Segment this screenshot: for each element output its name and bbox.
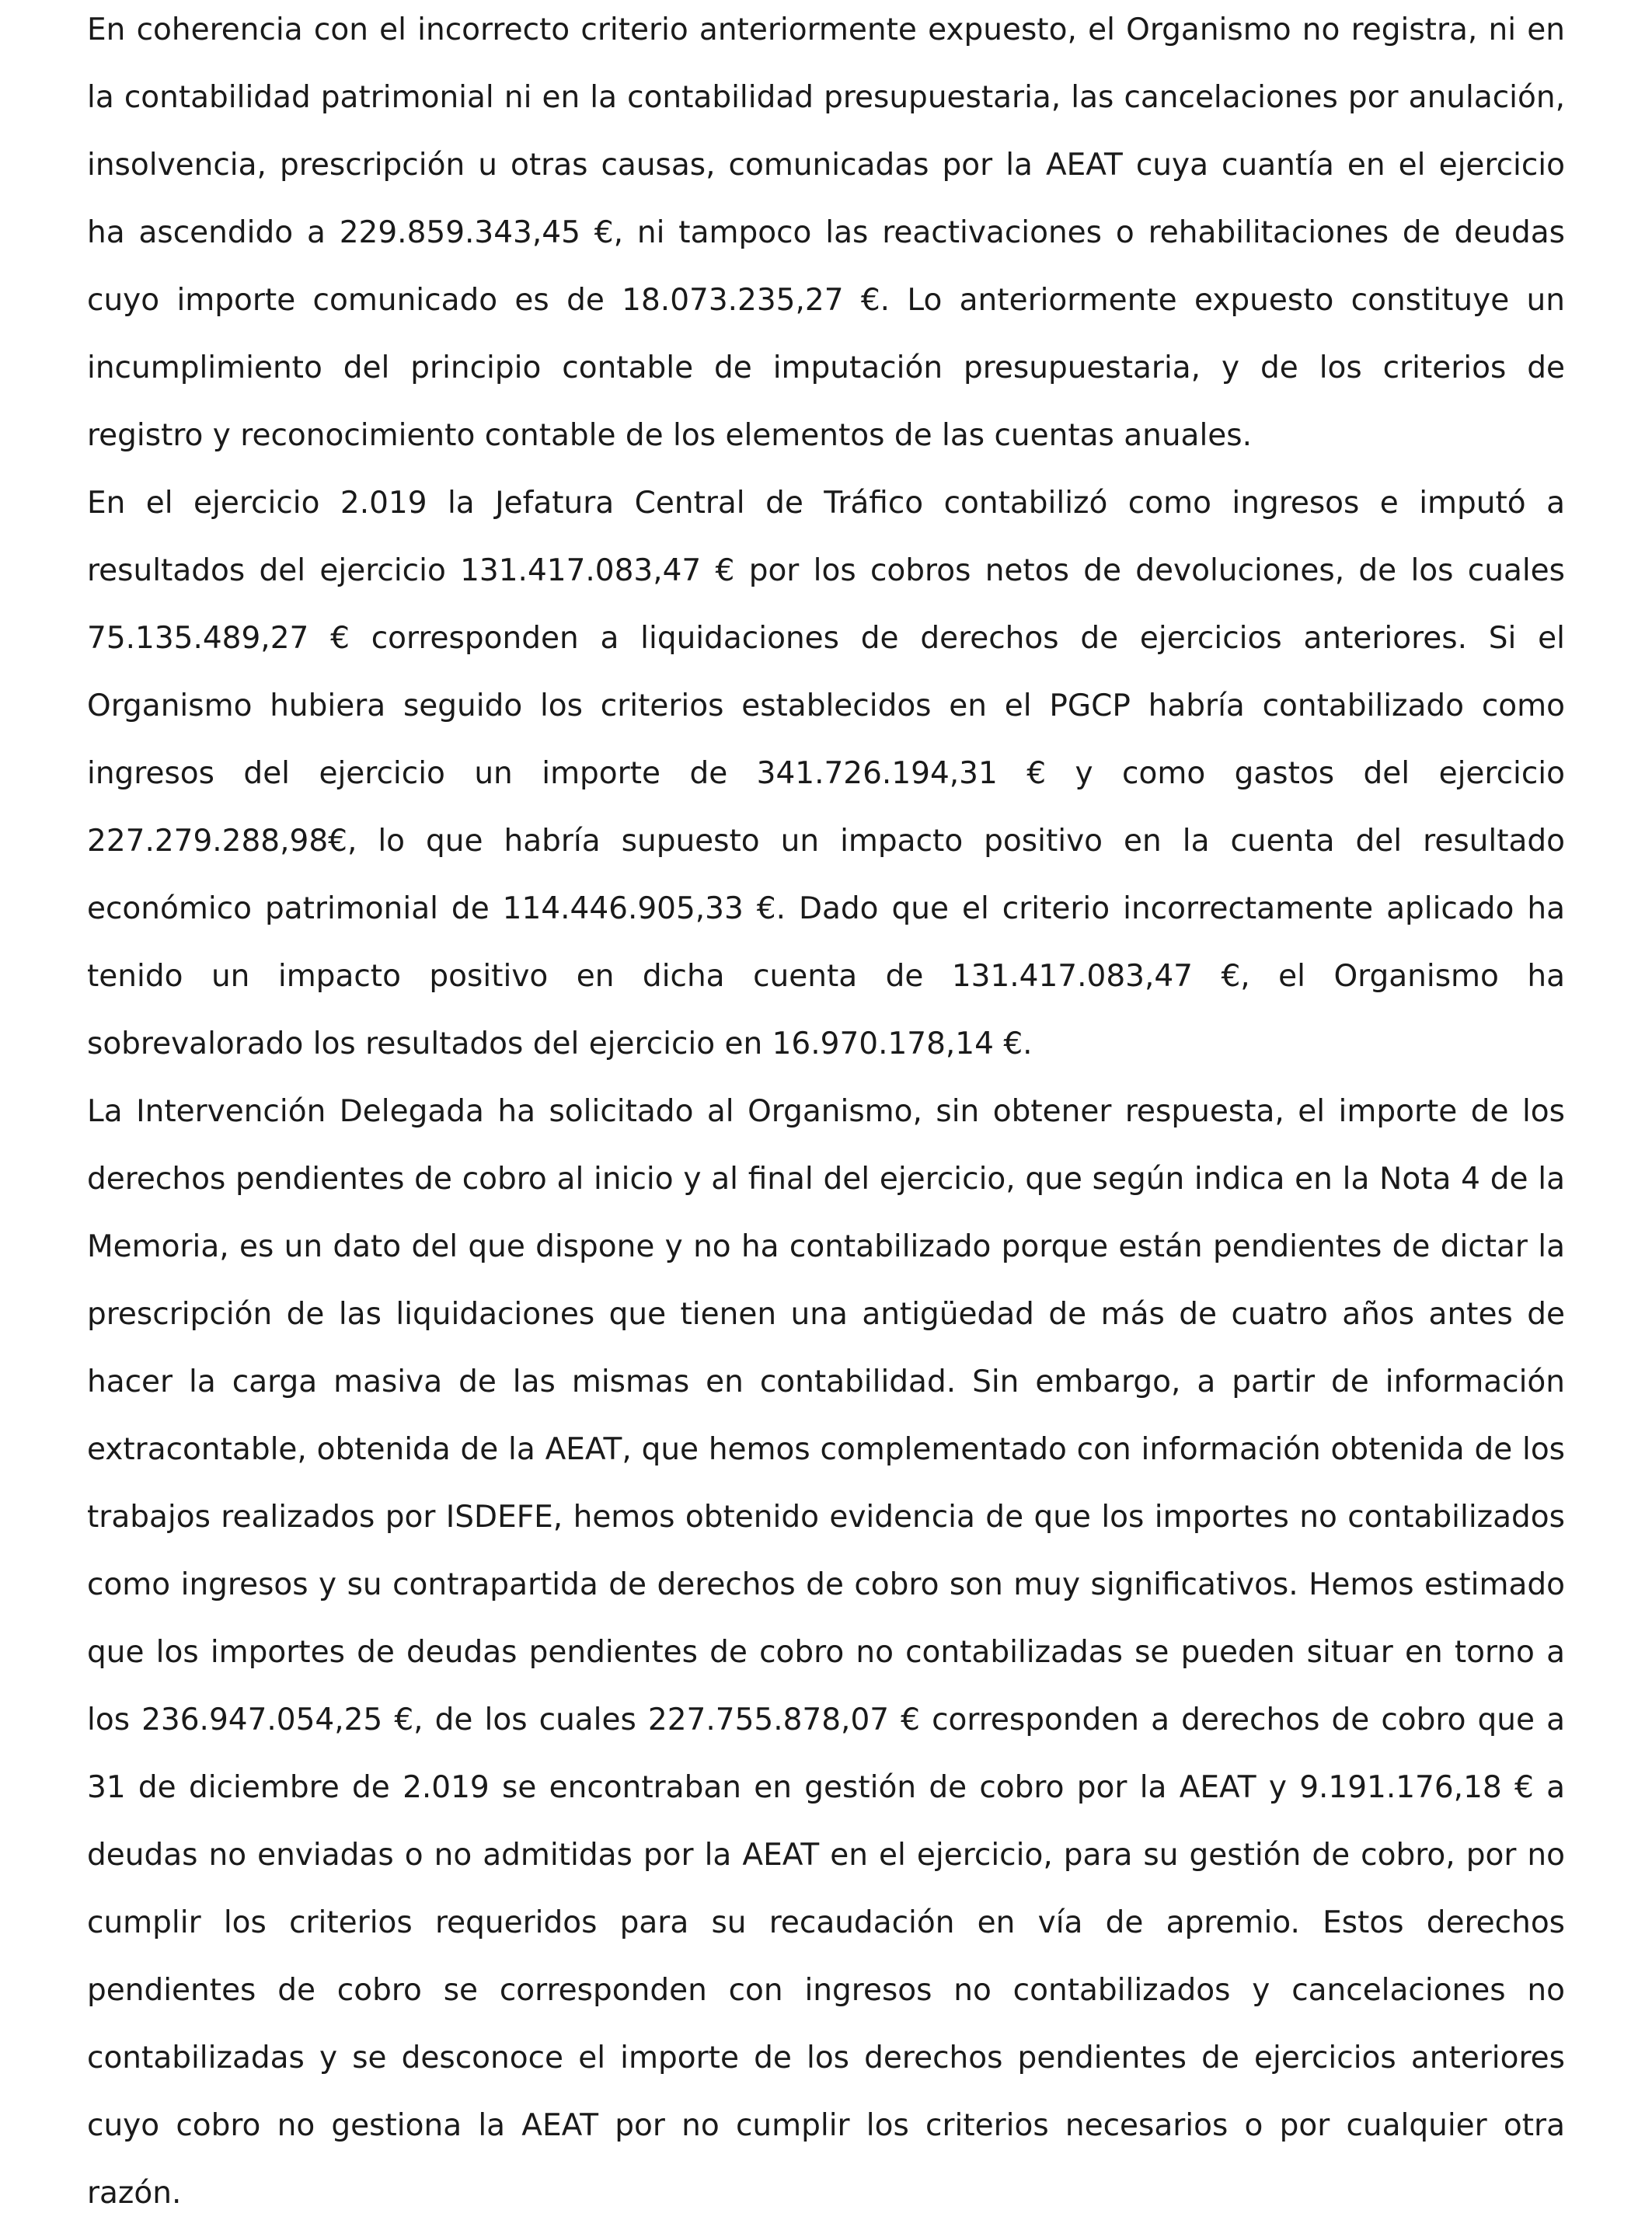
paragraph-cancelaciones: En coherencia con el incorrecto criterio anteriormente expuesto, el Organismo no registra, ni en la contabilidad patrimonial ni en la contabilidad presupuestaria, las cancelaciones por anulación, insolvencia, prescripción u otras causas, comunicadas por la AEAT cuya cuantía en el ejercicio ha ascendido a 229.859.343,45 €, ni tampoco las reactivaciones o rehabilitaciones de deudas cuyo importe comunicado es de 18.073.235,27 €. Lo anteriormente expuesto constituye un incumplimiento del principio contable de imputación presupuestaria, y de los criterios de registro y reconocimiento contable de los elementos de las cuentas anuales. (87, 12, 1565, 453)
paragraph-derechos-pendientes: La Intervención Delegada ha solicitado al Organismo, sin obtener respuesta, el importe de los derechos pendientes de cobro al inicio y al final del ejercicio, que según indica en la Nota 4 de la Memoria, es un dato del que dispone y no ha contabilizado porque están pendientes de dictar la prescripción de las liquidaciones que tienen una antigüedad de más de cuatro años antes de hacer la carga masiva de las mismas en contabilidad. Sin embargo, a partir de información extracontable, obtenida de la AEAT, que hemos complementado con información obtenida de los trabajos realizados por ISDEFE, hemos obtenido evidencia de que los importes no contabilizados como ingresos y su contrapartida de derechos de cobro son muy significativos. Hemos estimado que los importes de deudas pendientes de cobro no contabilizadas se pueden situar en torno a los 236.947.054,25 €, de los cuales 227.755.878,07 € corresponden a derechos de cobro que a 31 de diciembre de 2.019 se encontraban en gestión de cobro por la AEAT y 9.191.176,18 € a deudas no enviadas o no admitidas por la AEAT en el ejercicio, para su gestión de cobro, por no cumplir los criterios requeridos para su recaudación en vía de apremio. Estos derechos pendientes de cobro se corresponden con ingresos no contabilizados y cancelaciones no contabilizadas y se desconoce el importe de los derechos pendientes de ejercicios anteriores cuyo cobro no gestiona la AEAT por no cumplir los criterios necesarios o por cualquier otra razón. (87, 1094, 1565, 2211)
paragraph-ingresos-ejercicio: En el ejercicio 2.019 la Jefatura Central de Tráfico contabilizó como ingresos e imputó a resultados del ejercicio 131.417.083,47 € por los cobros netos de devoluciones, de los cuales 75.135.489,27 € corresponden a liquidaciones de derechos de ejercicios anteriores. Si el Organismo hubiera seguido los criterios establecidos en el PGCP habría contabilizado como ingresos del ejercicio un importe de 341.726.194,31 € y como gastos del ejercicio 227.279.288,98€, lo que habría supuesto un impacto positivo en la cuenta del resultado económico patrimonial de 114.446.905,33 €. Dado que el criterio incorrectamente aplicado ha tenido un impacto positivo en dicha cuenta de 131.417.083,47 €, el Organismo ha sobrevalorado los resultados del ejercicio en 16.970.178,14 €. (87, 486, 1565, 1061)
document-page (87, 0, 1565, 2227)
